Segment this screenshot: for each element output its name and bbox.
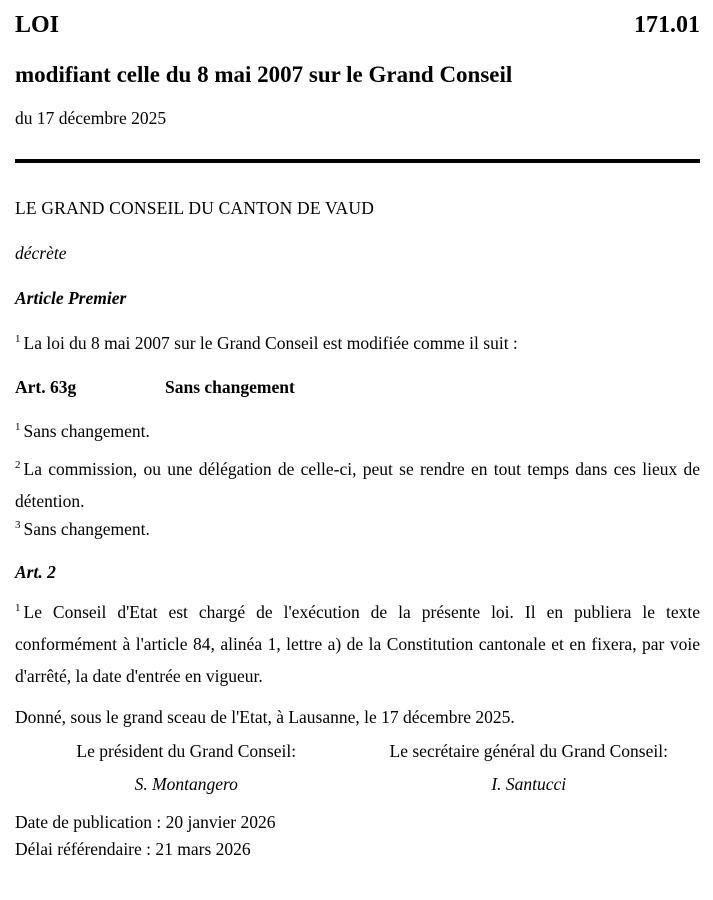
president-role-label: Le président du Grand Conseil: <box>76 741 297 761</box>
article-premier-para-1 <box>15 331 700 355</box>
president-signature: S. Montangero <box>134 774 238 794</box>
document-header <box>15 10 700 40</box>
paragraph-text: La loi du 8 mai 2007 sur le Grand Conseil est modifiée comme il suit : <box>23 333 518 353</box>
paragraph-number: 1 <box>15 602 21 615</box>
doc-type-label: LOI <box>15 12 60 38</box>
paragraph-text: Sans changement. <box>23 519 150 539</box>
header-divider <box>15 159 700 163</box>
article-premier-heading: Article Premier <box>15 288 127 308</box>
paragraph-text: La commission, ou une délégation de celle-ci, peut se rendre en tout temps dans ces lieux de détention. <box>15 459 700 511</box>
art-63g-label: Art. 63g <box>15 377 77 397</box>
paragraph-text: Le Conseil d'Etat est chargé de l'exécution de la présente loi. Il en publiera le texte conformément à l'article 84, alinéa 1, lettre a) de la Constitution cantonale et en fixera, par voie d'arrêté, la date d'entrée en vigueur. <box>15 602 700 686</box>
art-63g-para-2 <box>15 453 700 517</box>
art-63g-para-3 <box>15 517 700 541</box>
secretary-signature: I. Santucci <box>491 774 567 794</box>
art-2-heading: Art. 2 <box>15 562 56 582</box>
authority-line: LE GRAND CONSEIL DU CANTON DE VAUD <box>15 198 375 218</box>
publication-dates <box>15 809 700 863</box>
closing-line: Donné, sous le grand sceau de l'Etat, à Lausanne, le 17 décembre 2025. <box>15 707 515 727</box>
secretary-role-label: Le secrétaire général du Grand Conseil: <box>389 741 668 761</box>
art-63g-heading <box>15 375 700 399</box>
signature-roles-row <box>15 738 700 765</box>
paragraph-number: 3 <box>15 519 21 532</box>
paragraph-number: 2 <box>15 459 21 472</box>
signature-names-row <box>15 772 700 796</box>
document-title: modifiant celle du 8 mai 2007 sur le Grand Conseil <box>15 62 513 87</box>
publication-date-line: Date de publication : 20 janvier 2026 <box>15 812 276 832</box>
document-date: du 17 décembre 2025 <box>15 108 167 128</box>
art-2-para-1 <box>15 596 700 692</box>
art-63g-para-1 <box>15 419 700 443</box>
paragraph-number: 1 <box>15 333 21 346</box>
referendum-deadline-line: Délai référendaire : 21 mars 2026 <box>15 839 251 859</box>
paragraph-number: 1 <box>15 421 21 434</box>
art-63g-subtitle: Sans changement <box>165 377 295 397</box>
decree-word: décrète <box>15 243 67 263</box>
doc-number: 171.01 <box>634 12 700 38</box>
paragraph-text: Sans changement. <box>23 421 150 441</box>
